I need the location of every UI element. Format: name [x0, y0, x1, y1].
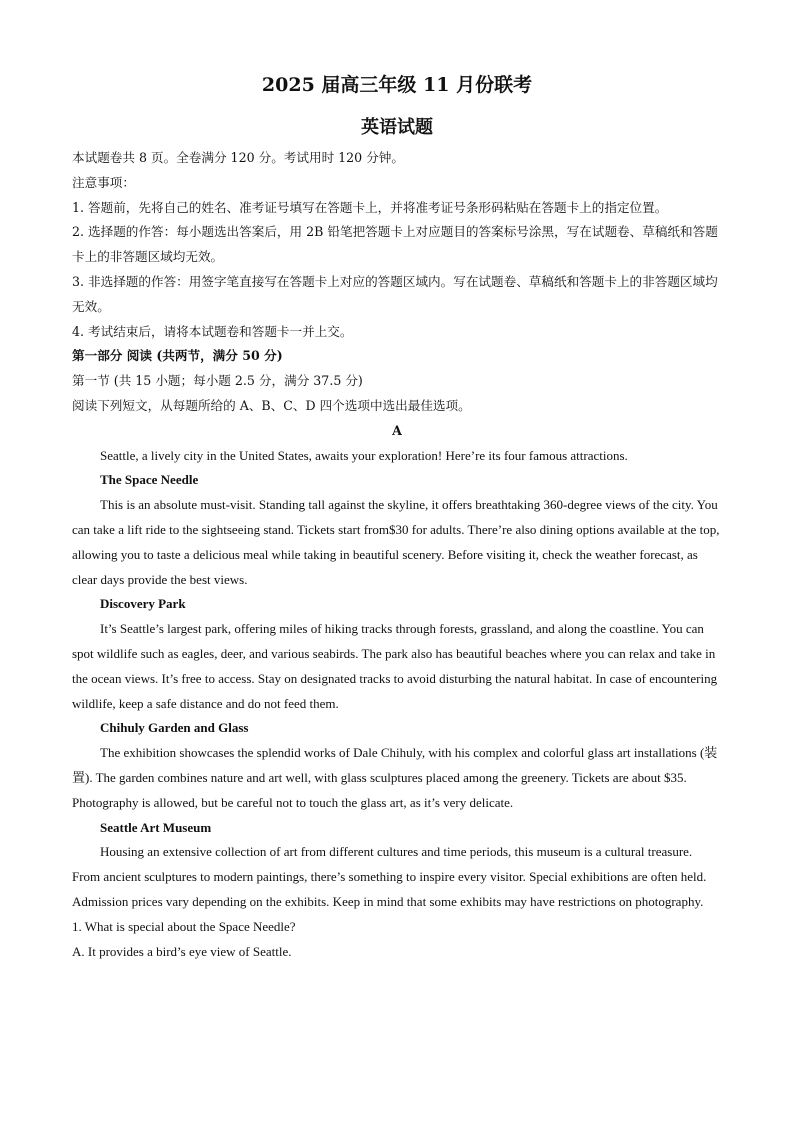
notice-item: 1. 答题前，先将自己的姓名、准考证号填写在答题卡上，并将准考证号条形码粘贴在答题卡上的指定位置。 [72, 199, 668, 215]
attraction-heading: Chihuly Garden and Glass [100, 720, 249, 736]
passage-intro: Seattle, a lively city in the United States, awaits your exploration! Here’re its four famous attractions. [100, 447, 628, 463]
notice-item: 4. 考试结束后，请将本试题卷和答题卡一并上交。 [72, 323, 353, 339]
section-instruction: 阅读下列短文，从每题所给的 A、B、C、D 四个选项中选出最佳选项。 [72, 397, 471, 413]
exam-info-line: 本试题卷共 8 页。全卷满分 120 分。考试用时 120 分钟。 [72, 150, 404, 165]
question-stem: 1. What is special about the Space Needle? [72, 918, 296, 934]
attraction-heading: The Space Needle [100, 472, 199, 488]
attraction-heading: Seattle Art Museum [100, 819, 212, 835]
exam-content [72, 146, 722, 964]
attraction-text: It’s Seattle’s largest park, offering miles of hiking tracks through forests, grassland, and along the coastline. You can spot wildlife such as eagles, deer, and various seabirds. The park also has beautiful beaches where you can relax and take in the ocean views. It’s free to access. Stay on designated tracks to avoid disturbing the natural habitat. In case of encountering wildlife, keep a safe distance and do not feed them. [72, 621, 718, 711]
part-title: 第一部分 阅读 (共两节，满分 50 分) [72, 348, 283, 364]
notice-item: 2. 选择题的作答：每小题选出答案后，用 2B 铅笔把答题卡上对应题目的答案标号涂黑，写在试题卷、草稿纸和答题卡上的非答题区域均无效。 [72, 224, 718, 265]
passage-label: A [392, 422, 402, 438]
notice-label: 注意事项： [72, 174, 135, 190]
attraction-text: This is an absolute must-visit. Standing tall against the skyline, it offers breathtaking 360-degree views of the city. You can take a lift ride to the sightseeing stand. Tickets start from$30 for adults. There’re also dining options available at the top, allowing you to taste a delicious meal while taking in beautiful scenery. Before visiting it, check the weather forecast, as clear days provide the best views. [72, 497, 720, 587]
exam-subject-title: 英语试题 [361, 117, 433, 138]
attraction-text: The exhibition showcases the splendid works of Dale Chihuly, with his complex and colorful glass art installations (装置). The garden combines nature and art well, with glass sculptures placed among the greenery. Tickets are about $35. Photography is allowed, but be careful not to touch the glass art, as it’s very delicate. [72, 745, 718, 810]
question-option: A. It provides a bird’s eye view of Seattle. [72, 943, 292, 959]
attraction-text: Housing an extensive collection of art from different cultures and time periods, this museum is a cultural treasure. From ancient sculptures to modern paintings, there’s something to inspire every visitor. Special exhibitions are often held. Admission prices vary depending on the exhibits. Keep in mind that some exhibits may have restrictions on photography. [72, 844, 707, 909]
subsection-title: 第一节 (共 15 小题；每小题 2.5 分，满分 37.5 分) [72, 373, 363, 389]
notice-item: 3. 非选择题的作答：用签字笔直接写在答题卡上对应的答题区域内。写在试题卷、草稿纸和答题卡上的非答题区域均无效。 [72, 273, 718, 314]
attraction-heading: Discovery Park [100, 596, 186, 612]
exam-title: 2025 届高三年级 11 月份联考 [261, 74, 533, 96]
